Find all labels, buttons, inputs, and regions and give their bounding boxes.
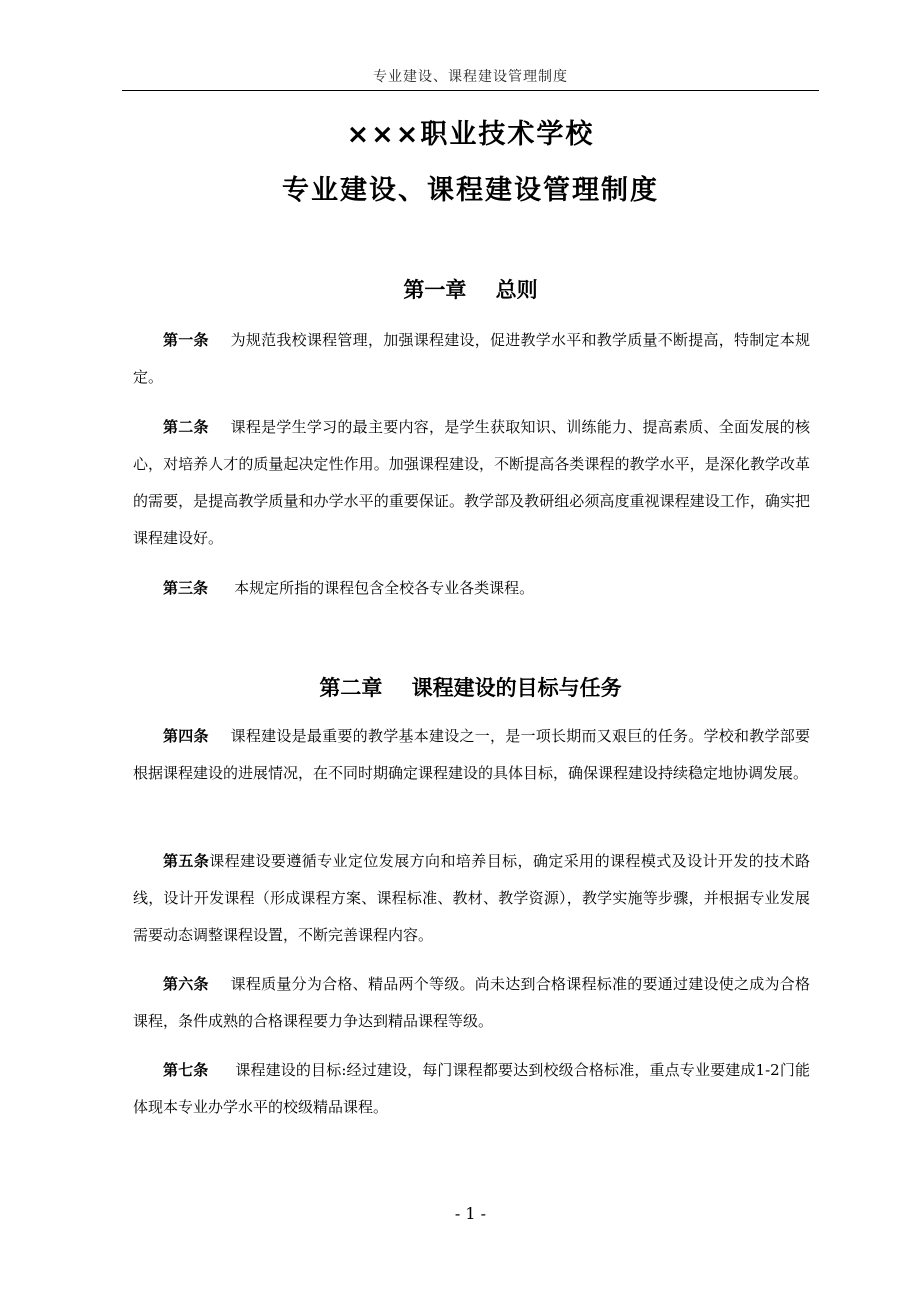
document-title-regulation: 专业建设、课程建设管理制度 xyxy=(282,175,659,206)
article-spacer xyxy=(209,331,231,349)
article-label: 第二条 xyxy=(163,418,209,436)
article-label: 第七条 xyxy=(163,1061,209,1079)
article-6 xyxy=(133,966,810,1040)
article-spacer xyxy=(209,975,231,993)
article-label: 第五条 xyxy=(163,852,210,870)
running-header: 专业建设、课程建设管理制度 xyxy=(373,69,568,85)
chapter-heading-2: 第二章 课程建设的目标与任务 xyxy=(319,676,622,700)
article-label: 第三条 xyxy=(163,579,209,597)
article-text: 课程是学生学习的最主要内容，是学生获取知识、训练能力、提高素质、全面发展的核心，对培养人才的质量起决定性作用。加强课程建设，不断提高各类课程的教学水平，是深化教学改革的需要，是提高教学质量和办学水平的重要保证。教学部及教研组必须高度重视课程建设工作，确实把课程建设好。 xyxy=(133,418,810,547)
article-2 xyxy=(133,409,810,557)
article-text: 本规定所指的课程包含全校各专业各类课程。 xyxy=(234,579,535,597)
article-4 xyxy=(133,718,810,792)
article-text: 课程建设要遵循专业定位发展方向和培养目标，确定采用的课程模式及设计开发的技术路线，设计开发课程（形成课程方案、课程标准、教材、教学资源），教学实施等步骤，并根据专业发展需要动态调整课程设置，不断完善课程内容。 xyxy=(133,852,810,944)
page-number: - 1 - xyxy=(454,1204,487,1223)
article-text: 课程建设是最重要的教学基本建设之一，是一项长期而又艰巨的任务。学校和教学部要根据课程建设的进展情况，在不同时期确定课程建设的具体目标，确保课程建设持续稳定地协调发展。 xyxy=(133,727,810,782)
article-spacer xyxy=(209,418,231,436)
article-7 xyxy=(133,1052,810,1126)
article-text: 课程质量分为合格、精品两个等级。尚未达到合格课程标准的要通过建设使之成为合格课程，条件成熟的合格课程要力争达到精品课程等级。 xyxy=(133,975,810,1030)
article-text: 课程建设的目标:经过建设，每门课程都要达到校级合格标准，重点专业要建成1-2门能体现本专业办学水平的校级精品课程。 xyxy=(133,1061,810,1116)
article-text: 为规范我校课程管理，加强课程建设，促进教学水平和教学质量不断提高，特制定本规定。 xyxy=(133,331,810,386)
chapter-heading-1: 第一章 总则 xyxy=(403,278,538,302)
article-spacer xyxy=(209,727,231,745)
article-label: 第六条 xyxy=(163,975,209,993)
article-label: 第四条 xyxy=(163,727,209,745)
article-1 xyxy=(133,322,810,396)
article-5 xyxy=(133,843,810,954)
article-spacer xyxy=(208,579,234,597)
header-rule xyxy=(122,90,819,91)
article-label: 第一条 xyxy=(163,331,209,349)
article-3 xyxy=(133,570,810,607)
article-spacer xyxy=(208,1061,235,1079)
document-title-school: ×××职业技术学校 xyxy=(346,119,595,150)
